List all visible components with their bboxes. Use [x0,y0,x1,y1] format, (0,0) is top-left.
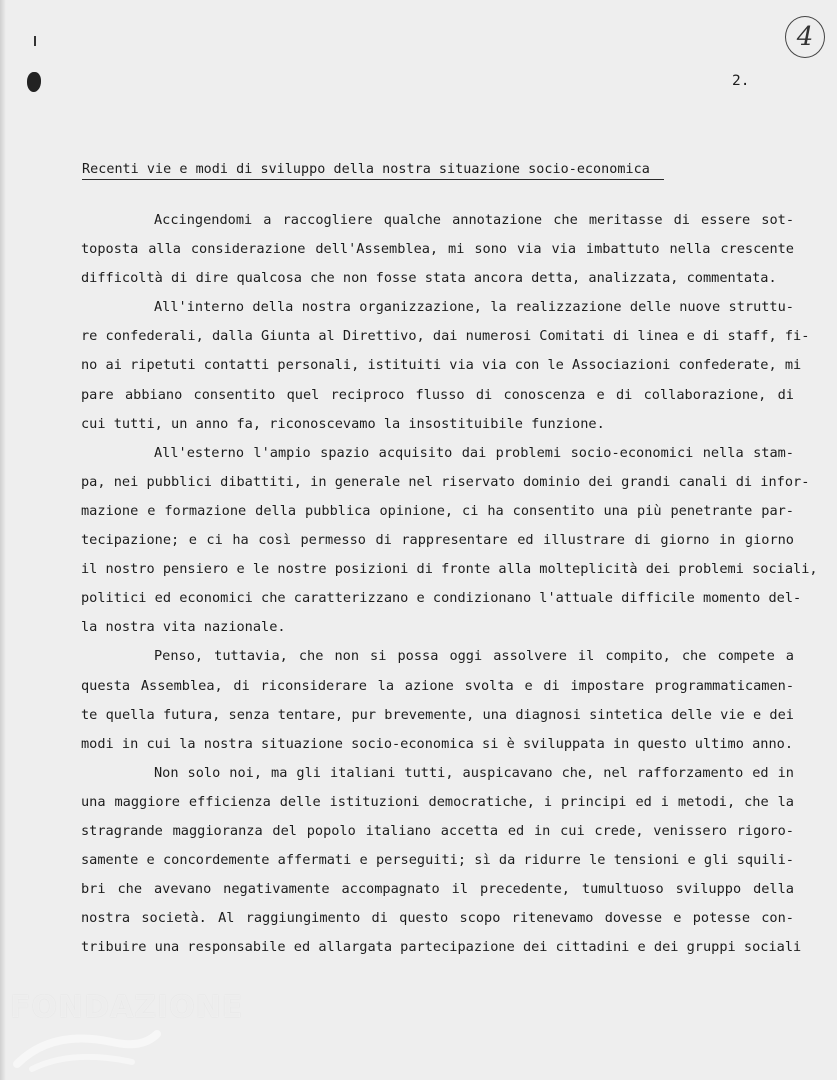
paragraph [81,642,794,758]
text-line: Accingendomi a raccogliere qualche annotazione che meritasse di essere sot- [154,212,794,228]
text-line: pare abbiano consentito quel reciproco flusso di conoscenza e di collaborazione, di [81,386,794,403]
text-line: toposta alla considerazione dell'Assemblea, mi sono via via imbattuto nella crescente [81,241,794,258]
text-line: pa, nei pubblici dibattiti, in generale nel riservato dominio dei grandi canali di infor- [81,473,810,490]
punch-hole [27,72,41,92]
paragraph [81,293,810,438]
text-line: difficoltà di dire qualcosa che non fosse stata ancora detta, analizzata, commentata. [81,270,777,287]
text-line: samente e concordemente affermati e perseguiti; sì da ridurre le tensioni e gli squili- [81,852,794,869]
text-line: re confederali, dalla Giunta al Direttivo, dai numerosi Comitati di linea e di staff, fi- [81,328,810,345]
archive-watermark: FONDAZIONE [10,990,244,1025]
text-line: Non solo noi, ma gli italiani tutti, auspicavano che, nel rafforzamento ed in [154,764,794,781]
heading-underline [82,179,664,180]
text-line: bri che avevano negativamente accompagnato il precedente, tumultuoso sviluppo della [81,881,794,898]
text-line: mazione e formazione della pubblica opinione, ci ha consentito una più penetrante par- [81,502,794,519]
page-number: 2. [732,73,750,89]
paragraph [81,206,794,293]
text-line: la nostra vita nazionale. [81,619,286,636]
paragraph [81,439,818,643]
paragraph [81,759,802,963]
body-text [81,206,818,962]
text-line: All'interno della nostra organizzazione, la realizzazione delle nuove struttu- [154,299,794,316]
section-heading: Recenti vie e modi di sviluppo della nostra situazione socio-economica [82,162,650,177]
text-line: modi in cui la nostra situazione socio-economica si è sviluppata in questo ultimo anno. [81,735,794,752]
text-line: tribuire una responsabile ed allargata partecipazione dei cittadini e dei gruppi sociali [81,939,802,956]
text-line: tecipazione; e ci ha così permesso di rappresentare ed illustrare di giorno in giorno [81,532,794,549]
text-line: te quella futura, senza tentare, pur brevemente, una diagnosi sintetica delle vie e dei [81,706,794,723]
text-line: no ai ripetuti contatti personali, istituiti via via con le Associazioni confederate, mi [81,357,802,374]
text-line: cui tutti, un anno fa, riconoscevamo la insostituibile funzione. [81,415,605,432]
text-line: stragrande maggioranza del popolo italiano accetta ed in cui crede, venissero rigoro- [81,822,794,839]
handwritten-folio-number: 4 [785,16,825,58]
text-line: Penso, tuttavia, che non si possa oggi assolvere il compito, che compete a [154,648,794,665]
watermark-swoosh-icon [12,1024,162,1074]
text-line: politici ed economici che caratterizzano e condizionano l'attuale difficile momento del- [81,590,802,607]
text-line: una maggiore efficienza delle istituzioni democratiche, i principi ed i metodi, che la [81,793,794,810]
text-line: nostra società. Al raggiungimento di questo scopo ritenevamo dovesse e potesse con- [81,910,794,927]
text-line: questa Assemblea, di riconsiderare la azione svolta e di impostare programmaticamen- [81,677,794,694]
text-line: All'esterno l'ampio spazio acquisito dai problemi socio-economici nella stam- [154,444,794,461]
page-edge-shadow [0,0,6,1080]
punch-mark [34,36,36,46]
text-line: il nostro pensiero e le nostre posizioni di fronte alla molteplicità dei problemi sociali, [81,561,818,578]
